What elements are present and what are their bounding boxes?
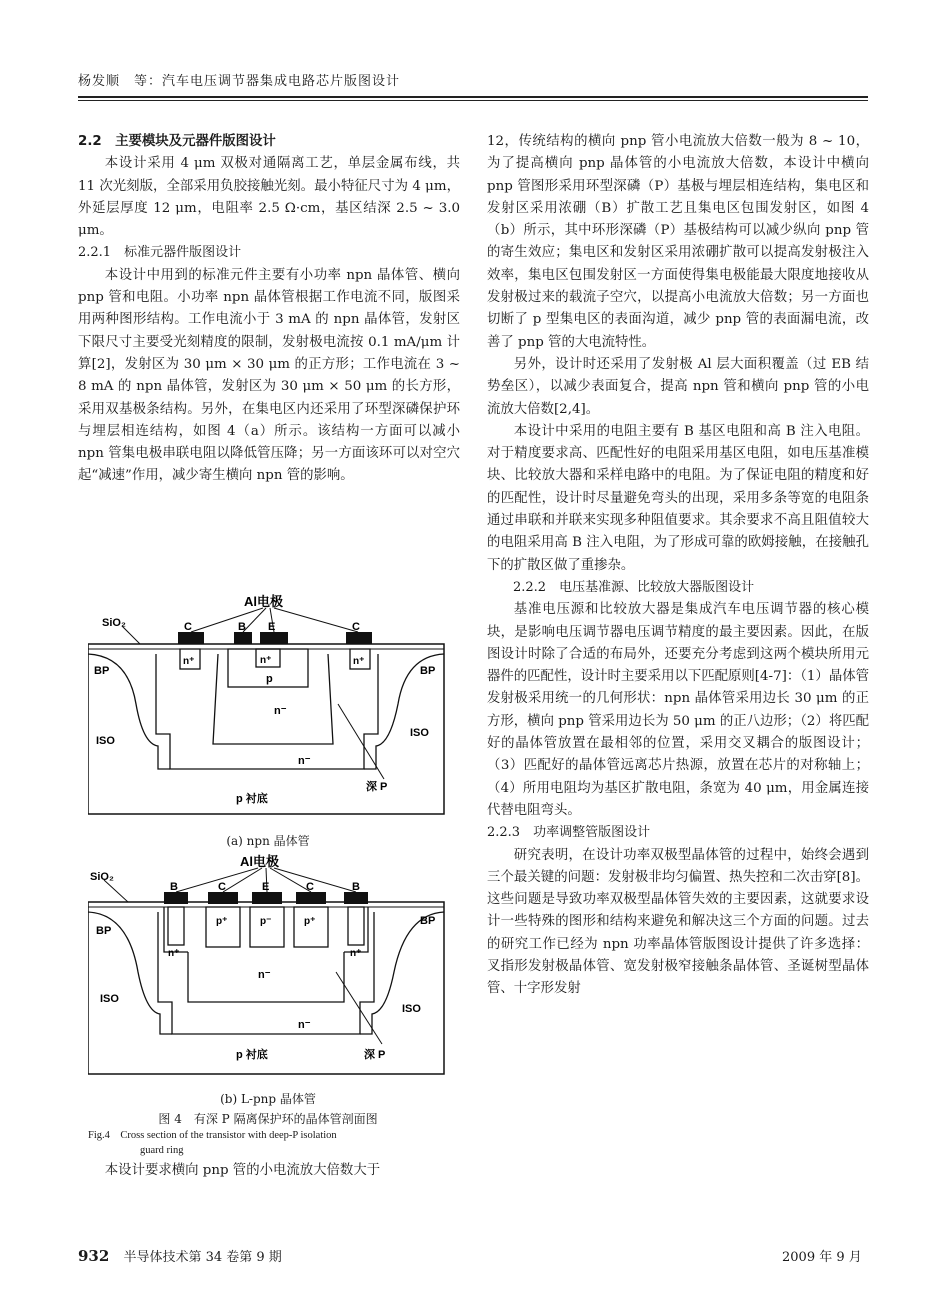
collector-label-2: C [306,881,314,893]
emitter-label: E [268,621,276,633]
figure-caption-en-line2: guard ring [140,1145,184,1156]
running-header: 杨发顺 等：汽车电压调节器集成电路芯片版图设计 [78,74,401,89]
subsection-heading: 2.2.2 电压基准源、比较放大器版图设计 [513,579,755,595]
paragraph: 12，传统结构的横向 pnp 管小电流放大倍数一般为 8 ~ 10，为了提高横向 pnp 晶体管的小电流放大倍数，本设计中横向 pnp 管图形采用环型深磷（P）基极与埋层相连结构，集电区和发射区采用浓硼（B）扩散工艺且集电区包围发射区，如图 4（b）所示，其中环形深磷（P）基极结构可以减少纵向 pnp 管的寄生效应；集电区和发射区采用浓硼扩散可以提高发射极注入效率，集电区包围发射区一方面使得集电极能最大限度地接收从发射极过来的载流子空穴，以提高小电流放大倍数；另一方面也切断了 p 型集电区的表面沟道，减少 pnp 管的表面漏电流，改善了 pnp 管的大电流特性。 [487,134,869,350]
collector-label: C [184,621,192,633]
bp-label-right: BP [420,915,436,927]
figure-caption-en-line1: Fig.4 Cross section of the transistor with deep-P isolation [88,1130,337,1141]
nplus-label-2: n⁺ [350,948,362,959]
base-label-2: B [352,881,360,893]
nplus-label: n⁺ [168,948,180,959]
collector-label: C [218,881,226,893]
footer-date: 2009 年 9 月 [782,1250,862,1265]
page-number: 932 [78,1247,110,1265]
deep-p-label: 深 P [366,781,388,793]
left-column [78,131,460,488]
paragraph: 本设计中采用的电阻主要有 B 基区电阻和高 B 注入电阻。对于精度要求高、匹配性好的电阻采用基区电阻，如电压基准模块、比较放大器和采样电路中的电阻。为了保证电阻的精度和好的匹配性，设计时尽量避免弯头的出现，采用多条等宽的电阻条通过串联和并联来实现多种阻值要求。其余要求不高且阻值较大的电阻采用高 B 注入电阻，为了形成可靠的欧姆接触，在接触孔下的扩散区做了重掺杂。 [487,423,869,573]
journal-name: 半导体技术第 34 卷第 9 期 [123,1250,282,1265]
iso-label: ISO [100,993,119,1005]
figure-a-caption: (a) npn 晶体管 [226,834,310,848]
subsection-heading: 2.2.1 标准元器件版图设计 [78,245,242,261]
al-electrode-label: Al电极 [240,854,280,869]
p-base-label: p [266,673,273,685]
bp-label: BP [96,925,112,937]
header-rule-thin [78,100,868,101]
deep-p-label: 深 P [364,1049,386,1061]
bp-label-right: BP [420,665,436,677]
collector-label-2: C [352,621,360,633]
pplus-label: p⁺ [216,916,228,927]
header-rule [78,96,868,98]
nplus-label: n⁺ [183,656,195,667]
nplus-label: n⁺ [353,656,365,667]
base-label: B [170,881,178,893]
n-buried-label: n⁻ [298,1019,311,1031]
nplus-label: n⁺ [260,655,272,666]
figure-b-caption: (b) L-pnp 晶体管 [220,1092,316,1106]
substrate-label: p 衬底 [236,1049,268,1061]
left-column-bottom [78,1160,460,1182]
al-electrode-label: Al电极 [244,594,284,609]
paragraph: 本设计中用到的标准元件主要有小功率 npn 晶体管、横向 pnp 管和电阻。小功率 npn 晶体管根据工作电流不同，版图采用两种图形结构。工作电流小于 3 mA 的 npn 晶体管，发射区下限尺寸主要受光刻精度的限制，发射极电流按 0.1 mA/μm 计算[2]，发射区为 30 μm × 30 μm 的正方形；工作电流在 3 ~ 8 mA 的 npn 晶体管，发射区为 30 μm × 50 μm 的长方形，采用双基极条结构。另外，在集电区内还采用了环型深磷保护环与埋层相连结构，如图 4（a）所示。该结构一方面可以减小 npn 管集电极串联电阻以降低管压降；另一方面该环可以对空穴起“减速”作用，减少寄生横向 npn 管的影响。 [78,267,460,484]
n-epi-label: n⁻ [274,705,287,717]
iso-label-right: ISO [402,1003,421,1015]
n-epi-label: n⁻ [258,969,271,981]
sio2-label: SiO₂ [102,617,126,629]
paragraph: 另外，设计时还采用了发射极 Al 层大面积覆盖（过 EB 结势垒区），以减少表面复合，提高 npn 管和横向 pnp 管的小电流放大倍数[2,4]。 [487,356,869,417]
section-heading: 2.2 主要模块及元器件版图设计 [78,134,276,149]
substrate-label: p 衬底 [236,793,268,805]
right-column [487,131,869,1001]
iso-label: ISO [96,735,115,747]
paragraph: 本设计采用 4 μm 双极对通隔离工艺，单层金属布线，共 11 次光刻版，全部采用负胶接触光刻。最小特征尺寸为 4 μm，外延层厚度 12 μm，电阻率 2.5 Ω·cm，基区结深 2.5 ~ 3.0 μm。 [78,156,460,239]
footer-left [78,1246,282,1265]
emitter-label: E [262,881,270,893]
base-label: B [238,621,246,633]
bp-label: BP [94,665,110,677]
n-buried-label: n⁻ [298,755,311,767]
figure-caption-en [88,1128,458,1158]
figure-caption-cn: 图 4 有深 P 隔离保护环的晶体管剖面图 [158,1112,378,1126]
pminus-label: p⁻ [260,916,272,927]
iso-label-right: ISO [410,727,429,739]
pplus-label-2: p⁺ [304,916,316,927]
paragraph: 研究表明，在设计功率双极型晶体管的过程中，始终会遇到三个最关键的问题：发射极非均匀偏置、热失控和二次击穿[8]。这些问题是导致功率双极型晶体管失效的主要因素，这就要求设计一些特殊的图形和结构来避免和解决这三个方面的问题。过去的研究工作已经为 npn 功率晶体管版图设计提供了许多选择：叉指形发射极晶体管、宽发射极窄接触条晶体管、圣诞树型晶体管、十字形发射 [487,847,869,997]
figure-a-npn-cross-section [88,594,448,824]
sio2-label: SiO₂ [90,871,114,883]
paragraph: 本设计要求横向 pnp 管的小电流放大倍数大于 [104,1163,381,1178]
subsection-heading: 2.2.3 功率调整管版图设计 [487,825,651,841]
paragraph: 基准电压源和比较放大器是集成汽车电压调节器的核心模块，是影响电压调节器电压调节精度的最主要因素。因此，在版图设计时除了合适的布局外，还要充分考虑到这两个模块所用元器件的匹配性，设计时主要采用以下匹配原则[4-7]：（1）晶体管发射极采用统一的几何形状：npn 晶体管采用边长 30 μm 的正方形，横向 pnp 管采用边长为 50 μm 的正八边形；（2）将匹配好的晶体管放置在最相邻的位置，采用交叉耦合的版图设计；（3）匹配好的晶体管远离芯片热源，放置在芯片的对称轴上；（4）所用电阻均为基区扩散电阻，条宽为 40 μm，用金属连接代替电阻弯头。 [487,602,869,818]
figure-b-lpnp-cross-section [88,852,448,1084]
